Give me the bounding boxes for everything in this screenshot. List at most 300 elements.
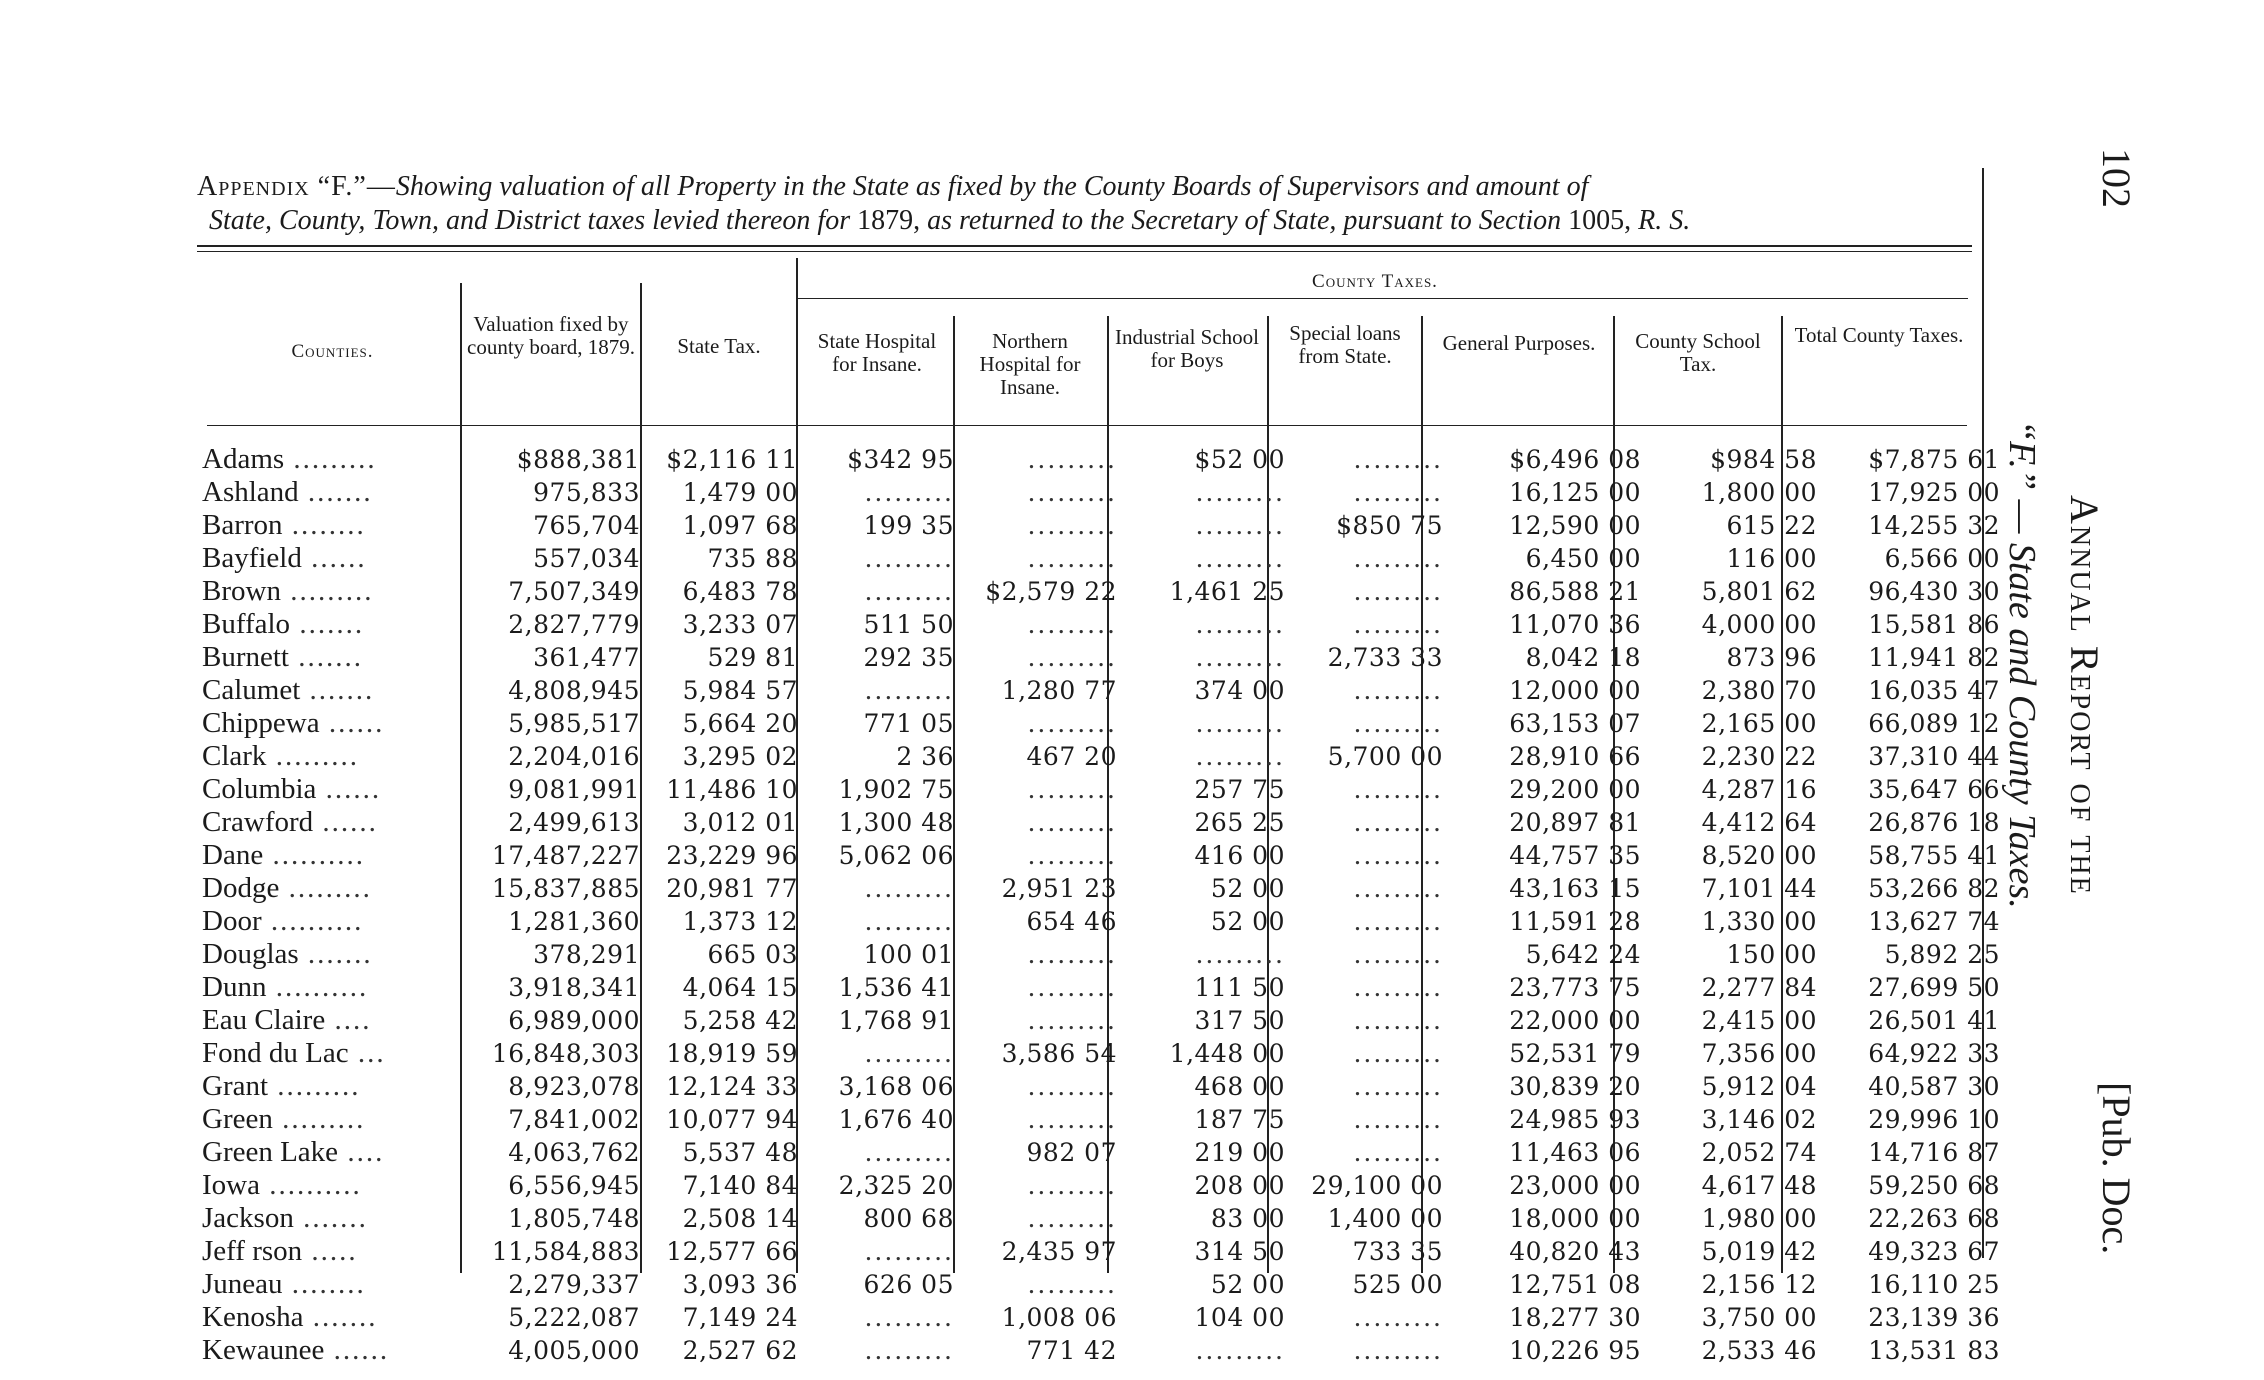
leader-dots: ....... — [290, 608, 365, 640]
general-purposes-cell: 44,757 35 — [1509, 841, 1641, 870]
state-tax-cell: 7,149 24 — [682, 1303, 798, 1332]
state-tax-cell: 5,664 20 — [682, 709, 798, 738]
industrial-school-cell: ......... — [1195, 742, 1285, 771]
state-tax-cell: 12,577 66 — [666, 1237, 798, 1266]
industrial-school-cell: 111 50 — [1194, 973, 1285, 1002]
leader-dots: ......... — [280, 575, 374, 607]
county-name: Clark ......... — [202, 740, 359, 772]
northern-hospital-cell: ......... — [1027, 478, 1117, 507]
state-hospital-cell: ......... — [864, 874, 954, 903]
header-total-county-taxes: Total County Taxes. — [1794, 323, 1964, 347]
northern-hospital-cell: 982 07 — [1026, 1138, 1117, 1167]
state-hospital-cell: 100 01 — [863, 940, 954, 969]
valuation-cell: 4,808,945 — [508, 676, 640, 705]
state-hospital-cell: 511 50 — [863, 610, 954, 639]
county-school-tax-cell: 4,287 16 — [1701, 775, 1817, 804]
total-county-taxes-cell: 14,716 87 — [1868, 1138, 2000, 1167]
valuation-cell: 1,805,748 — [508, 1204, 640, 1233]
county-school-tax-cell: 5,912 04 — [1701, 1072, 1817, 1101]
industrial-school-cell: 52 00 — [1210, 1270, 1285, 1299]
general-purposes-cell: 18,000 00 — [1509, 1204, 1641, 1233]
industrial-school-cell: 374 00 — [1194, 676, 1285, 705]
industrial-school-cell: 468 00 — [1194, 1072, 1285, 1101]
valuation-cell: 15,837,885 — [491, 874, 640, 903]
pub-doc-label: [Pub. Doc. — [2094, 1082, 2139, 1255]
special-loans-cell: ......... — [1353, 1105, 1443, 1134]
special-loans-cell: ......... — [1353, 610, 1443, 639]
county-name: Kewaunee ...... — [202, 1334, 390, 1366]
industrial-school-cell: 1,448 00 — [1169, 1039, 1285, 1068]
state-tax-cell: 3,295 02 — [682, 742, 798, 771]
special-loans-cell: ......... — [1353, 973, 1443, 1002]
county-school-tax-cell: 873 96 — [1726, 643, 1817, 672]
leader-dots: ..... — [302, 1235, 358, 1267]
county-name: Adams ......... — [202, 443, 377, 475]
valuation-cell: 361,477 — [533, 643, 640, 672]
northern-hospital-cell: ......... — [1027, 643, 1117, 672]
county-name: Jeff rson ..... — [202, 1235, 358, 1267]
leader-dots: .... — [325, 1004, 372, 1036]
state-tax-cell: 18,919 59 — [666, 1039, 798, 1068]
industrial-school-cell: 265 25 — [1194, 808, 1285, 837]
state-hospital-cell: ......... — [864, 544, 954, 573]
northern-hospital-cell: ......... — [1027, 1204, 1117, 1233]
title-description-2: State, County, Town, and District taxes levied thereon for — [209, 205, 851, 236]
general-purposes-cell: 6,450 00 — [1525, 544, 1641, 573]
header-industrial-school: Industrial School for Boys — [1114, 325, 1260, 372]
title-description-3: as returned to the Secretary of State, pursuant to Section — [927, 205, 1562, 236]
general-purposes-cell: 28,910 66 — [1509, 742, 1641, 771]
table-row — [202, 641, 2008, 674]
industrial-school-cell: 317 50 — [1194, 1006, 1285, 1035]
state-tax-cell: 12,124 33 — [666, 1072, 798, 1101]
special-loans-cell: 2,733 33 — [1327, 643, 1443, 672]
state-tax-cell: 3,012 01 — [682, 808, 798, 837]
total-county-taxes-cell: 22,263 68 — [1868, 1204, 2000, 1233]
state-hospital-cell: 2,325 20 — [838, 1171, 954, 1200]
header-bottom-rule — [207, 425, 1967, 426]
special-loans-cell: ......... — [1353, 445, 1443, 474]
leader-dots: ......... — [266, 740, 359, 772]
county-school-tax-cell: 4,412 64 — [1701, 808, 1817, 837]
leader-dots: ........ — [282, 509, 366, 541]
table-row — [202, 707, 2008, 740]
leader-dots: ...... — [324, 1334, 390, 1366]
northern-hospital-cell: ......... — [1027, 1270, 1117, 1299]
industrial-school-cell: 208 00 — [1194, 1171, 1285, 1200]
state-tax-cell: 5,258 42 — [682, 1006, 798, 1035]
county-school-tax-cell: 5,801 62 — [1701, 577, 1817, 606]
industrial-school-cell: 314 50 — [1194, 1237, 1285, 1266]
total-county-taxes-cell: 59,250 68 — [1868, 1171, 2000, 1200]
total-county-taxes-cell: 26,501 41 — [1868, 1006, 2000, 1035]
general-purposes-cell: 24,985 93 — [1509, 1105, 1641, 1134]
state-hospital-cell: ......... — [864, 1039, 954, 1068]
table-row — [202, 773, 2008, 806]
general-purposes-cell: 11,591 28 — [1509, 907, 1641, 936]
general-purposes-cell: 40,820 43 — [1509, 1237, 1641, 1266]
state-hospital-cell: ......... — [864, 1138, 954, 1167]
total-county-taxes-cell: 96,430 30 — [1868, 577, 2000, 606]
industrial-school-cell: 416 00 — [1194, 841, 1285, 870]
state-tax-cell: 735 88 — [707, 544, 798, 573]
northern-hospital-cell: ......... — [1027, 1072, 1117, 1101]
valuation-cell: 7,841,002 — [508, 1105, 640, 1134]
appendix-title — [197, 170, 1977, 238]
total-county-taxes-cell: 64,922 33 — [1868, 1039, 2000, 1068]
state-hospital-cell: 1,768 91 — [838, 1006, 954, 1035]
county-school-tax-cell: 4,000 00 — [1701, 610, 1817, 639]
state-tax-cell: 3,233 07 — [682, 610, 798, 639]
total-county-taxes-cell: 23,139 36 — [1868, 1303, 2000, 1332]
industrial-school-cell: 52 00 — [1210, 907, 1285, 936]
industrial-school-cell: ......... — [1195, 709, 1285, 738]
total-county-taxes-cell: 40,587 30 — [1868, 1072, 2000, 1101]
northern-hospital-cell: 771 42 — [1026, 1336, 1117, 1365]
table-row — [202, 1103, 2008, 1136]
county-name: Ashland ....... — [202, 476, 373, 508]
county-name: Eau Claire .... — [202, 1004, 372, 1036]
table-row — [202, 443, 2008, 476]
general-purposes-cell: $6,496 08 — [1509, 445, 1641, 474]
state-hospital-cell: 1,300 48 — [838, 808, 954, 837]
total-county-taxes-cell: 11,941 82 — [1868, 643, 2000, 672]
industrial-school-cell: ......... — [1195, 940, 1285, 969]
valuation-cell: 765,704 — [533, 511, 640, 540]
industrial-school-cell: 104 00 — [1194, 1303, 1285, 1332]
table-row — [202, 1235, 2008, 1268]
leader-dots: ...... — [313, 806, 378, 838]
special-loans-cell: ......... — [1353, 1006, 1443, 1035]
county-name: Dunn .......... — [202, 971, 369, 1003]
title-line-1 — [197, 170, 1977, 204]
state-hospital-cell: 1,536 41 — [838, 973, 954, 1002]
top-rule-2 — [197, 251, 1972, 252]
valuation-cell: $888,381 — [516, 445, 640, 474]
state-tax-cell: 23,229 96 — [666, 841, 798, 870]
table-row — [202, 1136, 2008, 1169]
leader-dots: ... — [348, 1037, 386, 1069]
total-county-taxes-cell: 16,035 47 — [1868, 676, 2000, 705]
state-tax-cell: 10,077 94 — [666, 1105, 798, 1134]
header-special-loans: Special loans from State. — [1289, 321, 1401, 368]
northern-hospital-cell: 3,586 54 — [1001, 1039, 1117, 1068]
general-purposes-cell: 8,042 18 — [1525, 643, 1641, 672]
county-taxes-table — [202, 443, 2008, 1367]
page-number: 102 — [2094, 148, 2139, 208]
county-name: Chippewa ...... — [202, 707, 385, 739]
header-state-hospital: State Hospital for Insane. — [817, 329, 937, 376]
special-loans-cell: 29,100 00 — [1311, 1171, 1443, 1200]
general-purposes-cell: 12,751 08 — [1509, 1270, 1641, 1299]
county-name: Bayfield ...... — [202, 542, 367, 574]
leader-dots: ...... — [319, 707, 385, 739]
valuation-cell: 1,281,360 — [508, 907, 640, 936]
state-hospital-cell: 626 05 — [863, 1270, 954, 1299]
state-tax-cell: 1,097 68 — [682, 511, 798, 540]
total-county-taxes-cell: 53,266 82 — [1868, 874, 2000, 903]
state-hospital-cell: 292 35 — [863, 643, 954, 672]
county-name: Calumet ....... — [202, 674, 375, 706]
table-row — [202, 1268, 2008, 1301]
county-school-tax-cell: 1,330 00 — [1701, 907, 1817, 936]
leader-dots: ........ — [282, 1268, 366, 1300]
northern-hospital-cell: ......... — [1027, 1006, 1117, 1035]
special-loans-cell: ......... — [1353, 841, 1443, 870]
header-general-purposes: General Purposes. — [1442, 331, 1596, 355]
special-loans-cell: ......... — [1353, 1336, 1443, 1365]
northern-hospital-cell: ......... — [1027, 610, 1117, 639]
general-purposes-cell: 5,642 24 — [1525, 940, 1641, 969]
top-rule — [197, 245, 1972, 247]
state-tax-cell: $2,116 11 — [666, 445, 798, 474]
special-loans-cell: ......... — [1353, 709, 1443, 738]
county-school-tax-cell: 7,356 00 — [1701, 1039, 1817, 1068]
total-county-taxes-cell: 14,255 32 — [1868, 511, 2000, 540]
table-row — [202, 839, 2008, 872]
special-loans-cell: 525 00 — [1352, 1270, 1443, 1299]
total-county-taxes-cell: 5,892 25 — [1884, 940, 2000, 969]
total-county-taxes-cell: 6,566 00 — [1884, 544, 2000, 573]
table-row — [202, 938, 2008, 971]
county-school-tax-cell: 8,520 00 — [1701, 841, 1817, 870]
valuation-cell: 9,081,991 — [508, 775, 640, 804]
state-tax-cell: 5,537 48 — [682, 1138, 798, 1167]
table-row — [202, 905, 2008, 938]
leader-dots: ......... — [272, 1103, 366, 1135]
valuation-cell: 557,034 — [533, 544, 640, 573]
state-tax-cell: 2,527 62 — [682, 1336, 798, 1365]
title-prefix: Appendix “F.”— — [197, 171, 396, 202]
valuation-cell: 2,204,016 — [508, 742, 640, 771]
total-county-taxes-cell: 35,647 66 — [1868, 775, 2000, 804]
total-county-taxes-cell: 26,876 18 — [1868, 808, 2000, 837]
header-northern-hospital: Northern Hospital for Insane. — [979, 329, 1081, 399]
special-loans-cell: ......... — [1353, 1072, 1443, 1101]
industrial-school-cell: 219 00 — [1194, 1138, 1285, 1167]
title-section: 1005, — [1568, 205, 1632, 236]
special-loans-cell: 1,400 00 — [1327, 1204, 1443, 1233]
county-name: Green ......... — [202, 1103, 366, 1135]
state-tax-cell: 665 03 — [707, 940, 798, 969]
state-hospital-cell: 1,902 75 — [838, 775, 954, 804]
state-tax-cell: 5,984 57 — [682, 676, 798, 705]
county-school-tax-cell: 1,800 00 — [1701, 478, 1817, 507]
section-title: “F.” — State and County Taxes. — [2001, 420, 2043, 909]
state-tax-cell: 20,981 77 — [666, 874, 798, 903]
header-counties: Counties. — [291, 341, 374, 362]
valuation-cell: 2,827,779 — [508, 610, 640, 639]
northern-hospital-cell: $2,579 22 — [985, 577, 1117, 606]
valuation-cell: 6,556,945 — [508, 1171, 640, 1200]
special-loans-cell: ......... — [1353, 1138, 1443, 1167]
title-description: Showing valuation of all Property in the State as fixed by the County Boards of Supervisors and amount of — [395, 171, 1589, 202]
county-school-tax-cell: 1,980 00 — [1701, 1204, 1817, 1233]
table-row — [202, 872, 2008, 905]
county-name: Douglas ....... — [202, 938, 373, 970]
leader-dots: ......... — [284, 443, 377, 475]
valuation-cell: 8,923,078 — [508, 1072, 640, 1101]
county-school-tax-cell: $984 58 — [1710, 445, 1817, 474]
special-loans-cell: ......... — [1353, 907, 1443, 936]
table-row — [202, 1037, 2008, 1070]
state-hospital-cell: ......... — [864, 1237, 954, 1266]
title-rs: R. S. — [1638, 205, 1691, 236]
general-purposes-cell: 30,839 20 — [1509, 1072, 1641, 1101]
valuation-cell: 16,848,303 — [491, 1039, 640, 1068]
table-row — [202, 806, 2008, 839]
valuation-cell: 4,005,000 — [508, 1336, 640, 1365]
state-hospital-cell: 800 68 — [863, 1204, 954, 1233]
county-name: Fond du Lac ... — [202, 1037, 386, 1069]
table-row — [202, 542, 2008, 575]
state-hospital-cell: ......... — [864, 1336, 954, 1365]
valuation-cell: 17,487,227 — [491, 841, 640, 870]
general-purposes-cell: 22,000 00 — [1509, 1006, 1641, 1035]
state-hospital-cell: ......... — [864, 676, 954, 705]
state-tax-cell: 6,483 78 — [682, 577, 798, 606]
leader-dots: ....... — [289, 641, 363, 673]
state-hospital-cell: 771 05 — [863, 709, 954, 738]
county-name: Door .......... — [202, 905, 364, 937]
leader-dots: ....... — [300, 674, 375, 706]
county-name: Grant ......... — [202, 1070, 361, 1102]
leader-dots: .......... — [259, 1169, 362, 1201]
table-row — [202, 509, 2008, 542]
valuation-cell: 2,499,613 — [508, 808, 640, 837]
county-school-tax-cell: 615 22 — [1726, 511, 1817, 540]
northern-hospital-cell: 1,008 06 — [1001, 1303, 1117, 1332]
general-purposes-cell: 11,070 36 — [1509, 610, 1641, 639]
total-county-taxes-cell: 37,310 44 — [1868, 742, 2000, 771]
county-school-tax-cell: 2,156 12 — [1701, 1270, 1817, 1299]
title-year: 1879, — [857, 205, 921, 236]
county-school-tax-cell: 2,277 84 — [1701, 973, 1817, 1002]
northern-hospital-cell: 467 20 — [1026, 742, 1117, 771]
county-name: Jackson ....... — [202, 1202, 368, 1234]
county-school-tax-cell: 5,019 42 — [1701, 1237, 1817, 1266]
total-county-taxes-cell: 13,531 83 — [1868, 1336, 2000, 1365]
table-row — [202, 740, 2008, 773]
industrial-school-cell: $52 00 — [1194, 445, 1285, 474]
leader-dots: ...... — [316, 773, 382, 805]
table-row — [202, 476, 2008, 509]
header-county-taxes: County Taxes. — [1312, 271, 1438, 292]
state-hospital-cell: 5,062 06 — [838, 841, 954, 870]
valuation-cell: 6,989,000 — [508, 1006, 640, 1035]
northern-hospital-cell: ......... — [1027, 511, 1117, 540]
total-county-taxes-cell: 17,925 00 — [1868, 478, 2000, 507]
leader-dots: .......... — [261, 905, 364, 937]
county-school-tax-cell: 2,230 22 — [1701, 742, 1817, 771]
total-county-taxes-cell: 49,323 67 — [1868, 1237, 2000, 1266]
header-county-school-tax: County School Tax. — [1635, 329, 1761, 376]
industrial-school-cell: ......... — [1195, 610, 1285, 639]
valuation-cell: 5,222,087 — [508, 1303, 640, 1332]
industrial-school-cell: ......... — [1195, 643, 1285, 672]
table-row — [202, 971, 2008, 1004]
table-row — [202, 1334, 2008, 1367]
leader-dots: ......... — [268, 1070, 361, 1102]
county-name: Burnett ....... — [202, 641, 363, 673]
special-loans-cell: ......... — [1353, 478, 1443, 507]
valuation-cell: 975,833 — [533, 478, 640, 507]
general-purposes-cell: 20,897 81 — [1509, 808, 1641, 837]
leader-dots: ....... — [293, 1202, 368, 1234]
northern-hospital-cell: ......... — [1027, 445, 1117, 474]
northern-hospital-cell: ......... — [1027, 940, 1117, 969]
table-row — [202, 1004, 2008, 1037]
northern-hospital-cell: ......... — [1027, 973, 1117, 1002]
special-loans-cell: ......... — [1353, 775, 1443, 804]
industrial-school-cell: 1,461 25 — [1169, 577, 1285, 606]
valuation-cell: 11,584,883 — [491, 1237, 640, 1266]
county-name: Kenosha ....... — [202, 1301, 378, 1333]
general-purposes-cell: 12,590 00 — [1509, 511, 1641, 540]
title-line-2 — [197, 204, 1977, 238]
special-loans-cell: ......... — [1353, 676, 1443, 705]
general-purposes-cell: 18,277 30 — [1509, 1303, 1641, 1332]
valuation-cell: 378,291 — [533, 940, 640, 969]
county-school-tax-cell: 7,101 44 — [1701, 874, 1817, 903]
county-name: Iowa .......... — [202, 1169, 362, 1201]
county-school-tax-cell: 2,533 46 — [1701, 1336, 1817, 1365]
industrial-school-cell: ......... — [1195, 511, 1285, 540]
county-school-tax-cell: 2,415 00 — [1701, 1006, 1817, 1035]
state-tax-cell: 7,140 84 — [682, 1171, 798, 1200]
state-hospital-cell: 199 35 — [863, 511, 954, 540]
northern-hospital-cell: ......... — [1027, 808, 1117, 837]
table-row — [202, 575, 2008, 608]
table-row — [202, 1202, 2008, 1235]
northern-hospital-cell: ......... — [1027, 775, 1117, 804]
state-hospital-cell: ......... — [864, 1303, 954, 1332]
county-name: Columbia ...... — [202, 773, 382, 805]
header-state-tax: State Tax. — [677, 334, 761, 358]
county-school-tax-cell: 2,052 74 — [1701, 1138, 1817, 1167]
county-name: Crawford ...... — [202, 806, 378, 838]
general-purposes-cell: 43,163 15 — [1509, 874, 1641, 903]
county-name: Dodge ......... — [202, 872, 372, 904]
total-county-taxes-cell: 58,755 41 — [1868, 841, 2000, 870]
table-row — [202, 1169, 2008, 1202]
general-purposes-cell: 23,000 00 — [1509, 1171, 1641, 1200]
county-school-tax-cell: 4,617 48 — [1701, 1171, 1817, 1200]
state-hospital-cell: 3,168 06 — [838, 1072, 954, 1101]
special-loans-cell: ......... — [1353, 577, 1443, 606]
special-loans-cell: ......... — [1353, 940, 1443, 969]
header-valuation: Valuation fixed by county board, 1879. — [467, 312, 635, 359]
total-county-taxes-cell: 66,089 12 — [1868, 709, 2000, 738]
county-school-tax-cell: 2,380 70 — [1701, 676, 1817, 705]
state-tax-cell: 1,373 12 — [682, 907, 798, 936]
general-purposes-cell: 16,125 00 — [1509, 478, 1641, 507]
valuation-cell: 4,063,762 — [508, 1138, 640, 1167]
valuation-cell: 7,507,349 — [508, 577, 640, 606]
general-purposes-cell: 11,463 06 — [1509, 1138, 1641, 1167]
northern-hospital-cell: 654 46 — [1026, 907, 1117, 936]
industrial-school-cell: ......... — [1195, 544, 1285, 573]
total-county-taxes-cell: 29,996 10 — [1868, 1105, 2000, 1134]
state-hospital-cell: $342 95 — [847, 445, 954, 474]
special-loans-cell: ......... — [1353, 874, 1443, 903]
state-tax-cell: 3,093 36 — [682, 1270, 798, 1299]
total-county-taxes-cell: $7,875 61 — [1868, 445, 2000, 474]
county-name: Green Lake .... — [202, 1136, 385, 1168]
county-name: Barron ........ — [202, 509, 366, 541]
special-loans-cell: ......... — [1353, 808, 1443, 837]
valuation-cell: 3,918,341 — [508, 973, 640, 1002]
